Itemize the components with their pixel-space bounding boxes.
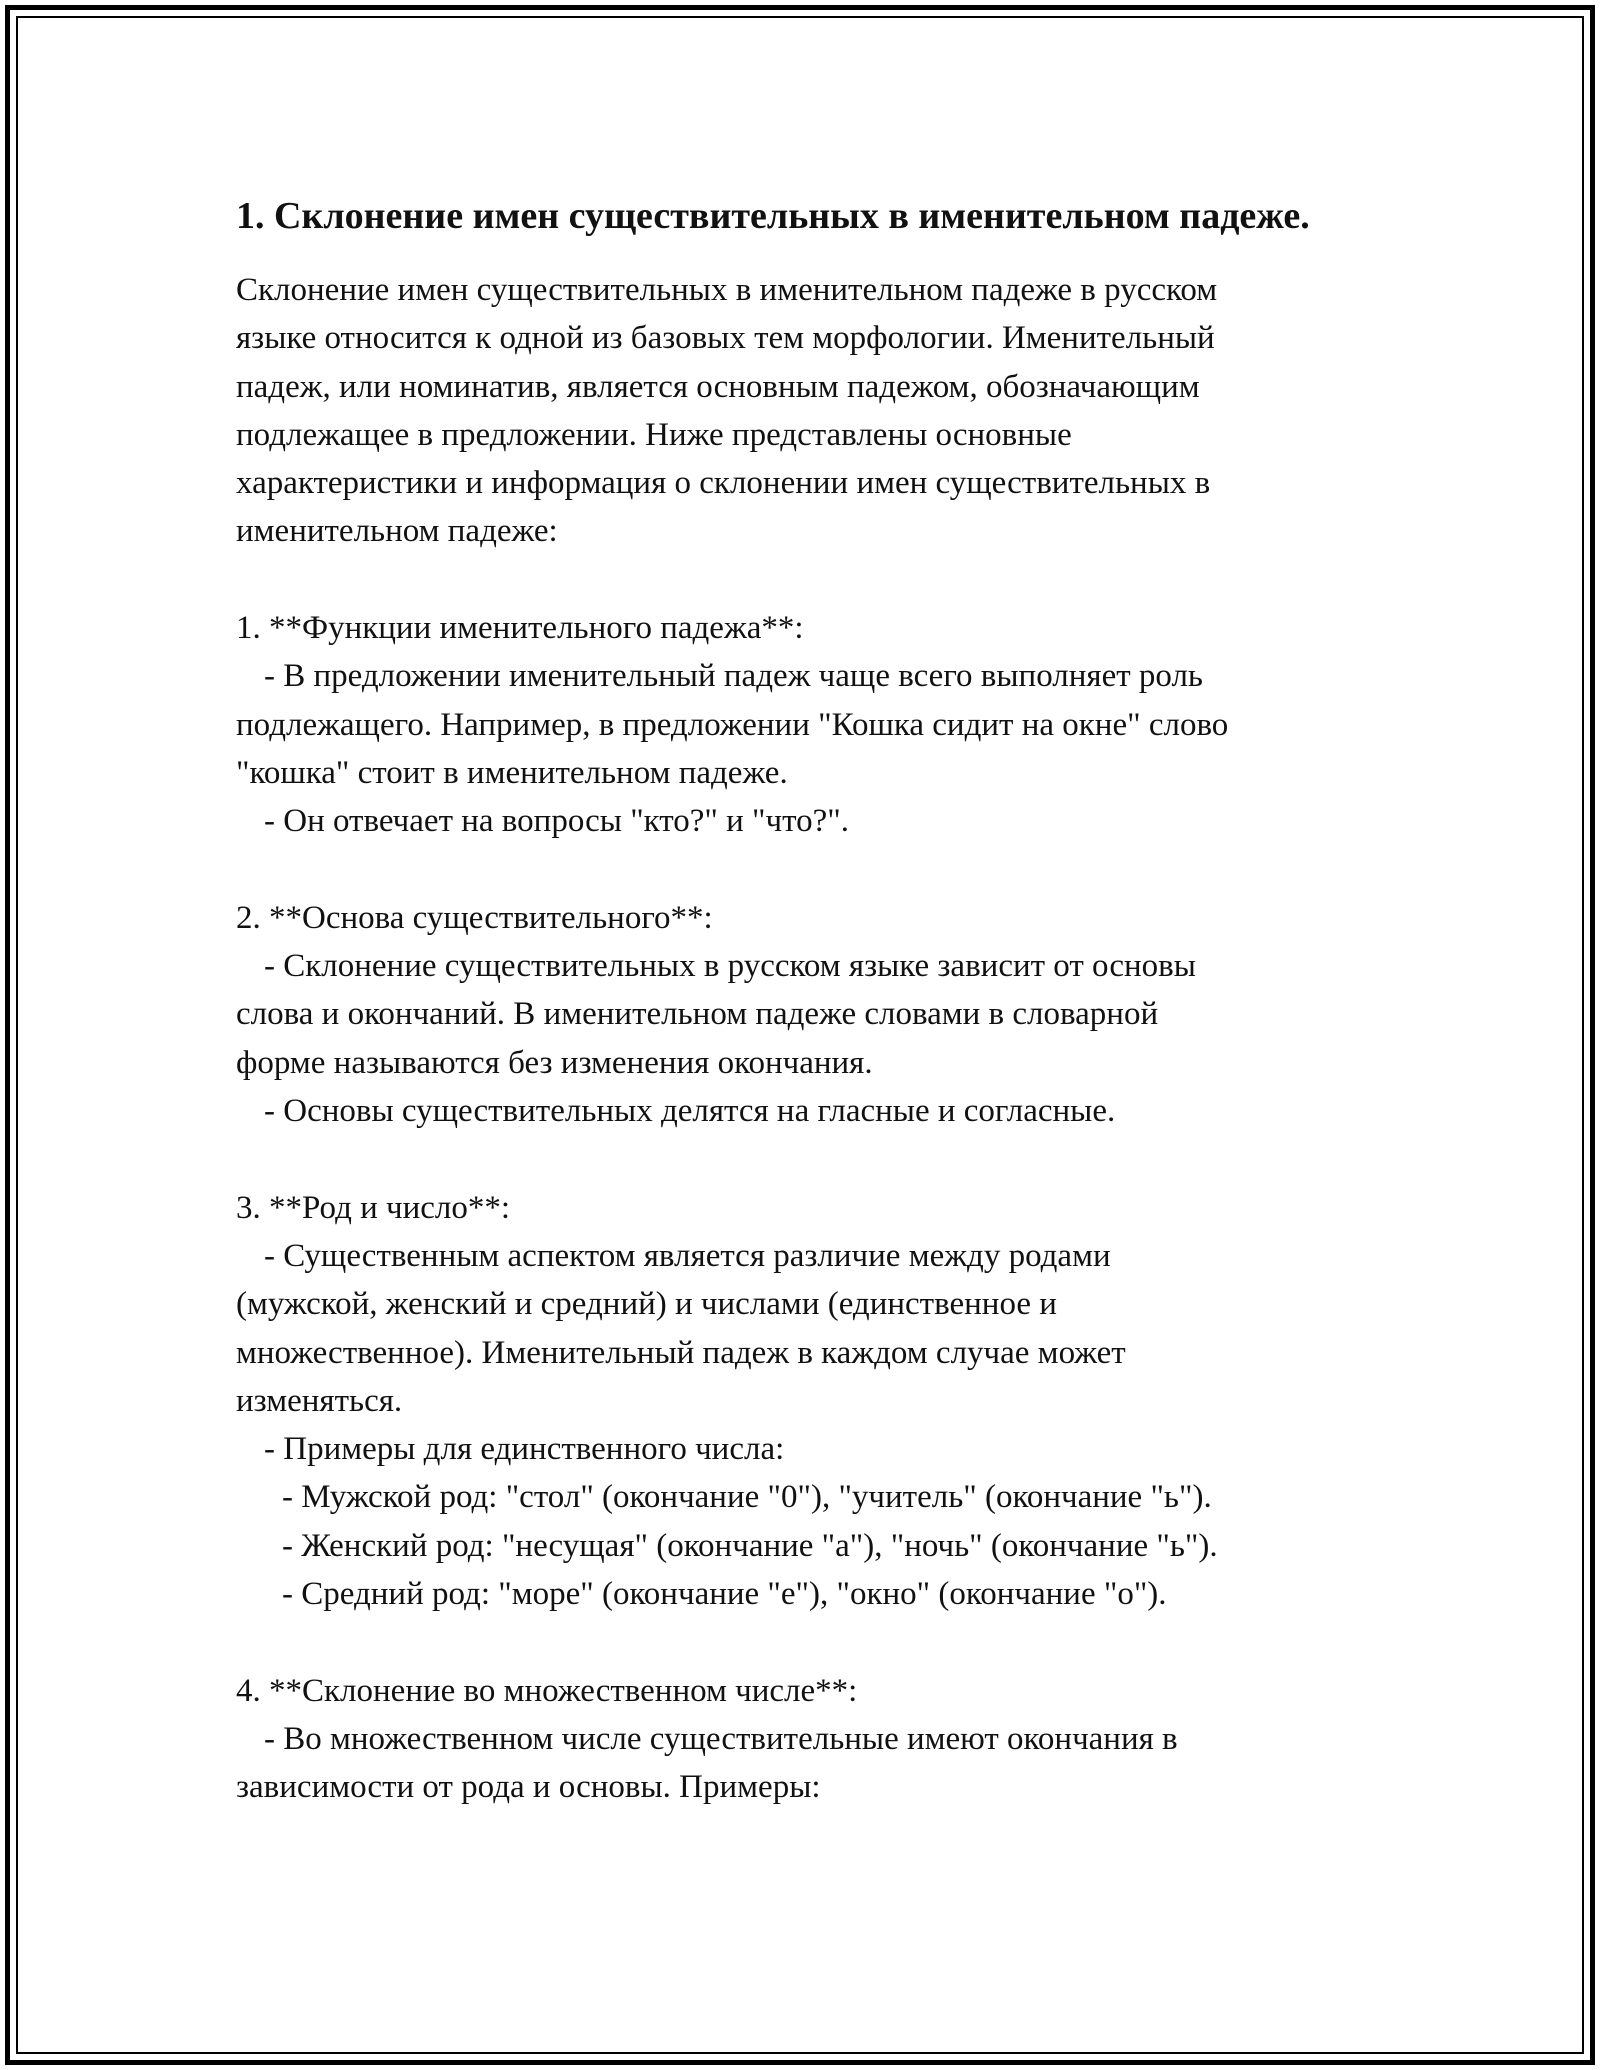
text-line: форме называются без изменения окончания. (236, 1044, 873, 1081)
text-line: слова и окончаний. В именительном падеже словами в словарной (236, 996, 1159, 1033)
text-line: - Во множественном числе существительные имеют окончания в (264, 1720, 1178, 1757)
blank-line (236, 1135, 1376, 1183)
text-line: - Существенным аспектом является различие между родами (264, 1237, 1111, 1274)
text-line: зависимости от рода и основы. Примеры: (236, 1769, 821, 1806)
text-line: (мужской, женский и средний) и числами (единственное и (236, 1286, 1057, 1323)
text-line: - Мужской род: "стол" (окончание "0"), "учитель" (окончание "ь"). (282, 1479, 1212, 1516)
document-text (236, 266, 1376, 1812)
text-line: падеж, или номинатив, является основным падежом, обозначающим (236, 368, 1200, 405)
text-line: 4. **Склонение во множественном числе**: (236, 1672, 858, 1709)
text-line: - Женский род: "несущая" (окончание "а"), "ночь" (окончание "ь"). (282, 1527, 1218, 1564)
text-line: подлежащее в предложении. Ниже представлены основные (236, 416, 1072, 453)
text-line: характеристики и информация о склонении имен существительных в (236, 465, 1211, 502)
text-line: - Склонение существительных в русском языке зависит от основы (264, 948, 1196, 985)
blank-line (236, 556, 1376, 604)
blank-line (236, 1618, 1376, 1666)
blank-line (236, 846, 1376, 894)
text-line: - Основы существительных делятся на гласные и согласные. (264, 1093, 1116, 1130)
text-line: 1. **Функции именительного падежа**: (236, 610, 804, 647)
text-line: 2. **Основа существительного**: (236, 899, 713, 936)
text-line: языке относится к одной из базовых тем морфологии. Именительный (236, 320, 1215, 357)
text-line: подлежащего. Например, в предложении "Кошка сидит на окне" слово (236, 706, 1229, 743)
document-title: 1. Склонение имен существительных в именительном падеже. (236, 195, 1310, 237)
text-line: множественное). Именительный падеж в каждом случае может (236, 1334, 1126, 1371)
text-line: 3. **Род и число**: (236, 1189, 511, 1226)
text-line: - Он отвечает на вопросы "кто?" и "что?". (264, 803, 849, 840)
text-line: именительном падеже: (236, 513, 558, 550)
text-line: Склонение имен существительных в именительном падеже в русском (236, 272, 1218, 308)
text-line: - В предложении именительный падеж чаще всего выполняет роль (264, 658, 1203, 695)
document-body (236, 180, 1376, 1812)
text-line: "кошка" стоит в именительном падеже. (236, 754, 788, 791)
text-line: - Средний род: "море" (окончание "е"), "окно" (окончание "о"). (282, 1576, 1167, 1613)
text-line: изменяться. (236, 1382, 403, 1419)
text-line: - Примеры для единственного числа: (264, 1431, 785, 1468)
